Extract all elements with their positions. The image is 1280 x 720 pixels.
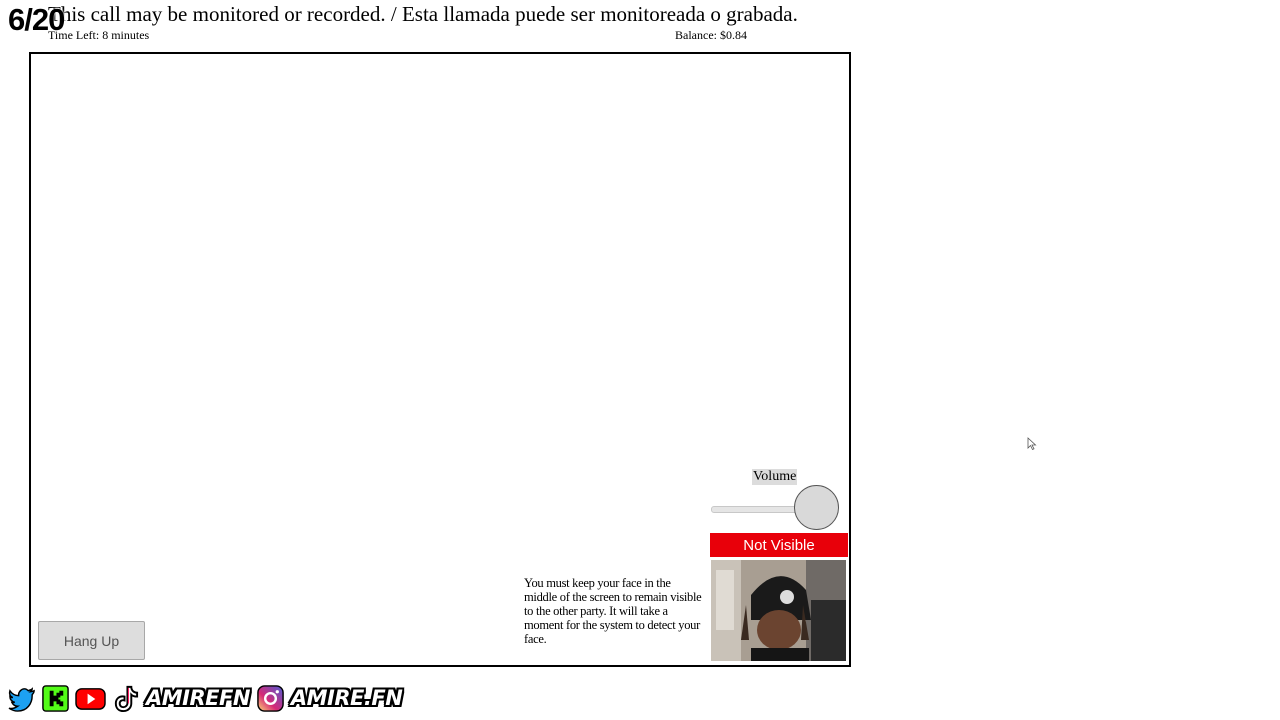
stream-counter: 6/20: [8, 2, 65, 37]
kick-icon: [41, 684, 70, 713]
youtube-icon: [74, 684, 107, 713]
tiktok-icon: [111, 684, 140, 713]
balance: Balance: $0.84: [675, 28, 747, 42]
volume-slider-thumb[interactable]: [794, 485, 839, 530]
hang-up-button[interactable]: Hang Up: [38, 621, 145, 660]
time-left: Time Left: 8 minutes: [48, 28, 150, 42]
mouse-cursor-icon: [1027, 437, 1037, 451]
social-handle-primary: AMIREFN: [146, 686, 250, 710]
instagram-icon: [256, 684, 285, 713]
self-video-preview: [711, 560, 846, 661]
social-media-bar: [8, 683, 404, 713]
volume-label: Volume: [753, 469, 797, 484]
visibility-status-badge: Not Visible: [710, 533, 848, 557]
social-handle-secondary: AMIRE.FN: [290, 686, 403, 710]
twitter-icon: [8, 684, 37, 713]
monitoring-notice: This call may be monitored or recorded. / Esta llamada puede ser monitoreada o grabada.: [48, 2, 798, 26]
face-position-tip: You must keep your face in the middle of the screen to remain visible to the other party. It will take a moment for the system to detect your face.: [524, 576, 702, 646]
webcam-person-image: [711, 560, 846, 661]
